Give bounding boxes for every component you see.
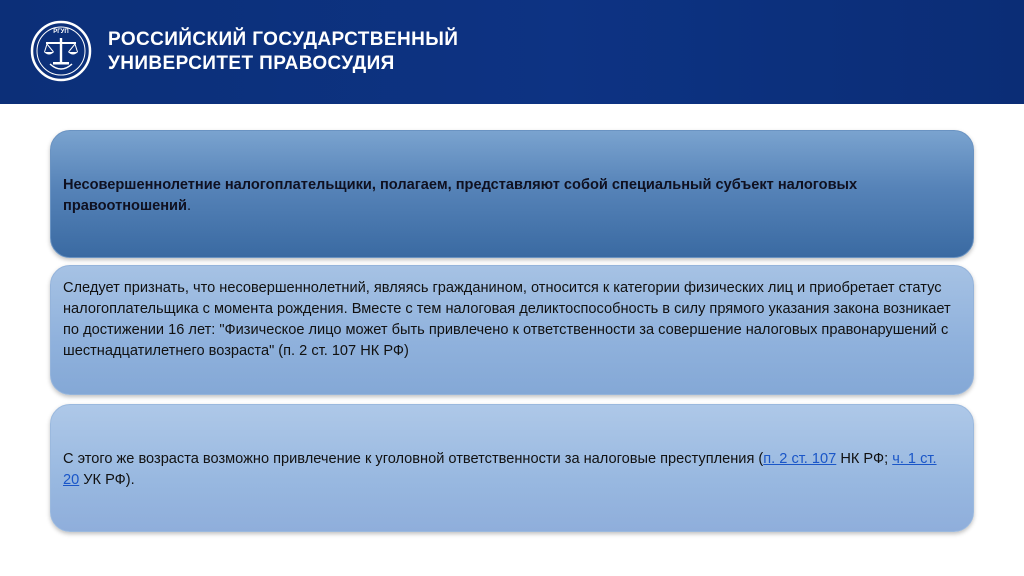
explanation-panel [50,265,974,395]
university-name [108,28,458,76]
logo-abbr: РГУП [53,29,69,35]
explanation-text: Следует признать, что несовершеннолетний, являясь гражданином, относится к категории физических лиц и приобретает статус налогоплательщика с момента рождения. Вместе с тем налоговая деликтоспособность в силу прямого указания закона возникает по достижении 16 лет: "Физическое лицо может быть привлечено к ответственности за совершение налоговых правонарушений с шестнадцатилетнего возраста" (п. 2 ст. 107 НК РФ) [63,280,951,359]
thesis-suffix: . [187,198,192,214]
university-logo-icon [30,20,92,82]
link-tax-code-article-107[interactable]: п. 2 ст. 107 [763,451,837,467]
criminal-text-before: С этого же возраста возможно привлечение к уголовной ответственности за налоговые преступления ( [63,451,764,467]
criminal-liability-text [63,449,953,491]
criminal-text-mid: НК РФ; [836,451,893,467]
criminal-text-after: УК РФ). [79,472,135,488]
header-bar [0,0,1024,104]
thesis-main: Несовершеннолетние налогоплательщики, полагаем, представляют собой специальный субъект налоговых правоотношений [63,177,858,214]
criminal-liability-panel [50,404,974,532]
thesis-panel [50,130,974,258]
link-criminal-code-article-20[interactable]: ч. 1 ст. 20 [63,451,937,488]
university-name-line1: РОССИЙСКИЙ ГОСУДАРСТВЕННЫЙ [108,29,459,50]
thesis-text [63,175,953,217]
university-name-line2: УНИВЕРСИТЕТ ПРАВОСУДИЯ [108,53,395,74]
